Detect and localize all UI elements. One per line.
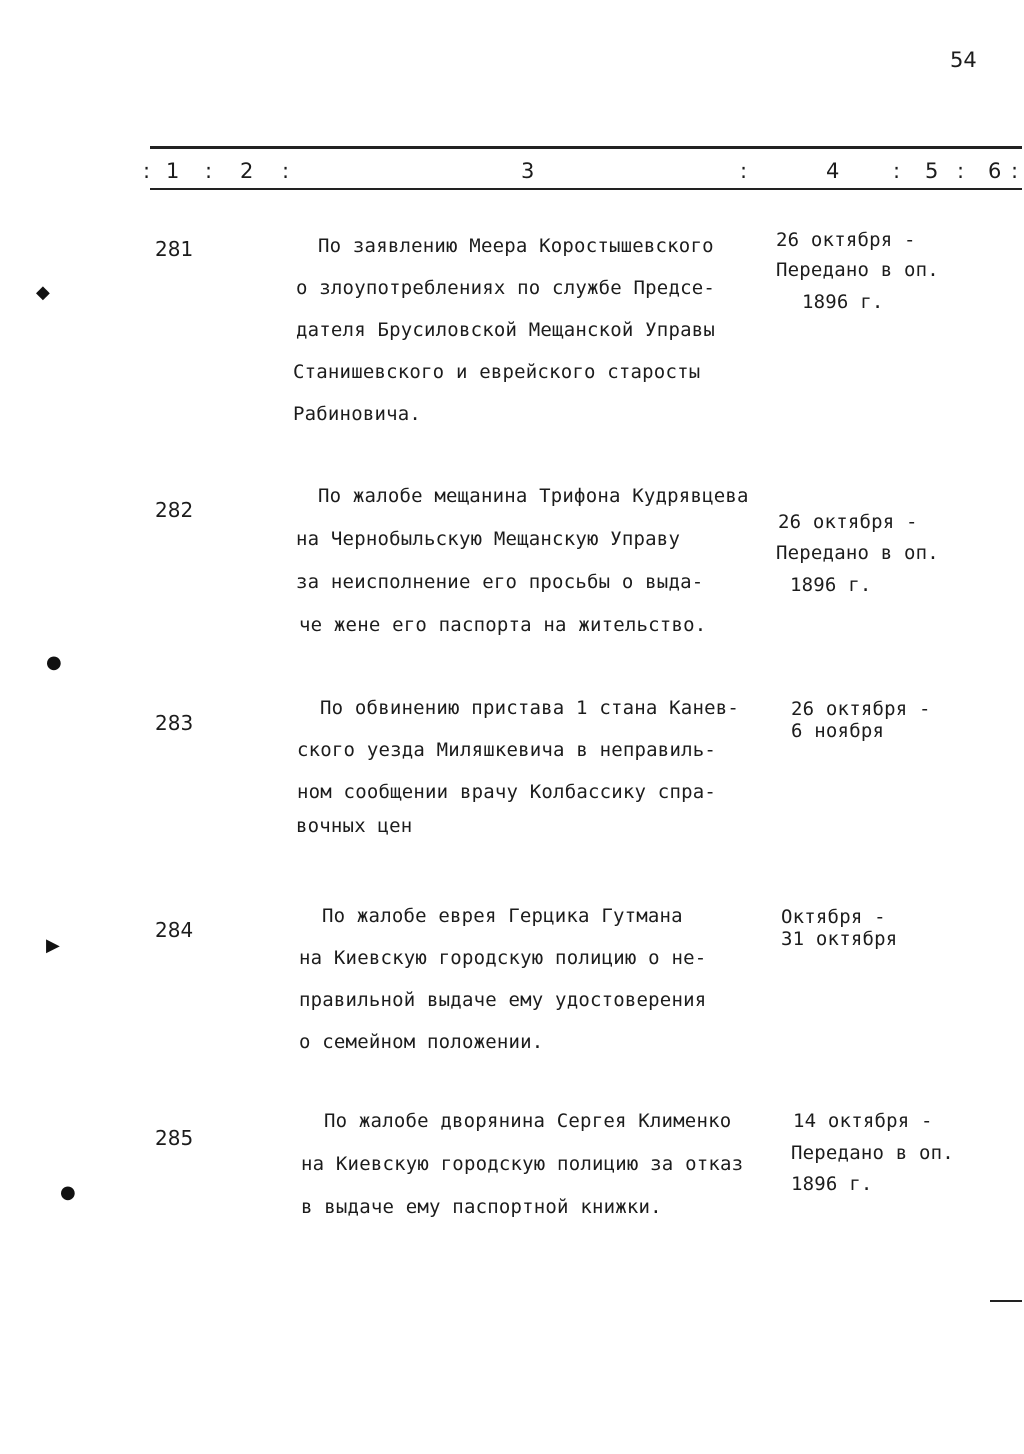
binding-hole-mark-icon: ● <box>60 1182 76 1203</box>
entry-date-line: Передано в оп. <box>776 542 939 564</box>
entry-date-line: 26 октября - <box>776 229 916 251</box>
entry-date-line: 26 октября - <box>778 511 918 533</box>
entry-text-line: Рабиновича. <box>293 403 422 425</box>
entry-date-line: 26 октября - <box>791 698 931 720</box>
column-separator: : <box>143 159 151 183</box>
column-header-2: 2 <box>240 159 254 183</box>
column-header-3: 3 <box>521 159 535 183</box>
entry-number: 283 <box>155 711 194 735</box>
entry-text-line: По жалобе дворянина Сергея Клименко <box>324 1110 732 1132</box>
entry-number: 282 <box>155 498 194 522</box>
entry-text-line: че жене его паспорта на жительство. <box>299 614 707 636</box>
entry-date-line: 31 октября <box>781 928 898 950</box>
entry-text-line: Станишевского и еврейского старосты <box>293 361 701 383</box>
column-header-6: 6 <box>988 159 1002 183</box>
entry-text-line: на Киевскую городскую полицию за отказ <box>301 1153 744 1175</box>
column-header-4: 4 <box>826 159 840 183</box>
entry-date-line: 1896 г. <box>802 291 884 313</box>
column-separator: : <box>282 159 290 183</box>
column-separator: : <box>205 159 213 183</box>
entry-date-line: Октября - <box>781 906 886 928</box>
entry-text-line: ном сообщении врачу Колбассику спра- <box>297 781 717 803</box>
entry-text-line: ского уезда Миляшкевича в неправиль- <box>297 739 717 761</box>
column-header-5: 5 <box>925 159 939 183</box>
entry-date-line: 1896 г. <box>791 1173 873 1195</box>
entry-text-line: По обвинению пристава 1 стана Канев- <box>320 697 740 719</box>
entry-text-line: о семейном положении. <box>299 1031 544 1053</box>
entry-text-line: дателя Брусиловской Мещанской Управы <box>296 319 716 341</box>
entry-date-line: Передано в оп. <box>776 259 939 281</box>
entry-text-line: на Чернобыльскую Мещанскую Управу <box>296 528 681 550</box>
entry-number: 281 <box>155 237 194 261</box>
column-separator: : <box>1011 159 1019 183</box>
column-separator: : <box>740 159 748 183</box>
entry-number: 285 <box>155 1126 194 1150</box>
column-separator: : <box>893 159 901 183</box>
entry-text-line: за неисполнение его просьбы о выда- <box>296 571 704 593</box>
entry-text-line: в выдаче ему паспортной книжки. <box>301 1196 662 1218</box>
entry-date-line: 6 ноября <box>791 720 885 742</box>
entry-text-line: По жалобе мещанина Трифона Кудрявцева <box>318 485 749 507</box>
entry-number: 284 <box>155 918 194 942</box>
entry-text-line: на Киевскую городскую полицию о не- <box>299 947 707 969</box>
header-bottom-rule <box>150 188 1022 190</box>
binding-hole-mark-icon: ▶ <box>46 935 60 956</box>
entry-text-line: правильной выдаче ему удостоверения <box>299 989 707 1011</box>
entry-text-line: По заявлению Меера Коростышевского <box>318 235 714 257</box>
column-separator: : <box>957 159 965 183</box>
edge-dash-mark <box>990 1300 1022 1302</box>
binding-hole-mark-icon: ● <box>46 652 62 673</box>
entry-date-line: 1896 г. <box>790 574 872 596</box>
binding-hole-mark-icon: ◆ <box>36 282 50 303</box>
entry-text-line: По жалобе еврея Герцика Гутмана <box>322 905 683 927</box>
entry-date-line: Передано в оп. <box>791 1142 954 1164</box>
entry-date-line: 14 октября - <box>793 1110 933 1132</box>
entry-text-line: о злоупотреблениях по службе Предсе- <box>296 277 716 299</box>
page-number: 54 <box>950 48 977 72</box>
entry-text-line: вочных цен <box>296 815 413 837</box>
column-header-1: 1 <box>166 159 180 183</box>
header-top-rule <box>150 146 1022 149</box>
